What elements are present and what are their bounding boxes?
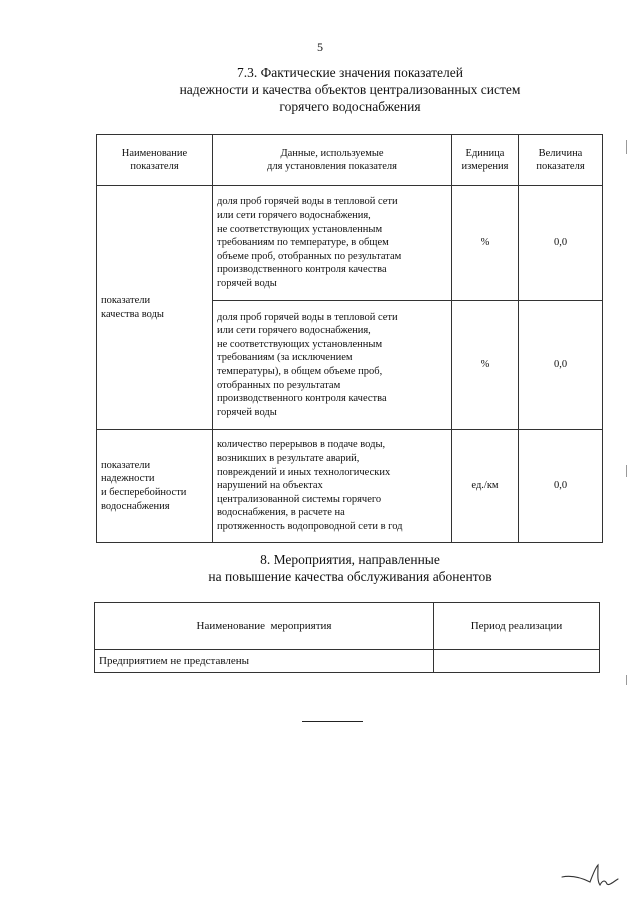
indicator-description [213, 186, 452, 301]
header-line: показателя [536, 161, 585, 172]
category-line: качества воды [101, 308, 164, 320]
category-reliability [97, 430, 213, 543]
description-line: производственного контроля качества [217, 264, 387, 276]
description-line: производственного контроля качества [217, 393, 387, 405]
header-measure-name: Наименование мероприятия [95, 603, 434, 650]
scan-edge-mark [626, 465, 627, 477]
section-8-title [90, 551, 610, 585]
header-indicator-name [97, 135, 213, 186]
measures-table [94, 602, 600, 673]
header-line: Данные, используемые [280, 148, 384, 159]
header-line: измерения [461, 161, 509, 172]
scan-edge-mark [626, 675, 627, 685]
description-line: температуры), в общем объеме проб, [217, 366, 383, 377]
description-line: отобранных по результатам [217, 379, 341, 391]
description-line: возникших в результате аварий, [217, 453, 360, 465]
category-water-quality [97, 186, 213, 430]
category-line: надежности [101, 473, 155, 485]
description-line: повреждений и иных технологических [217, 466, 391, 478]
description-line: доля проб горячей воды в тепловой сети [217, 196, 398, 208]
header-unit [452, 135, 519, 186]
indicator-unit: % [452, 301, 519, 430]
table-row [97, 186, 603, 301]
signature-mark [560, 855, 620, 895]
description-line: централизованной системы горячего [217, 493, 382, 505]
description-line: объеме проб, отобранных по результатам [217, 250, 402, 262]
section-7-3-title-line: 7.3. Фактические значения показателей [236, 65, 463, 80]
header-line: показателя [130, 161, 179, 172]
description-line: требованиям (за исключением [217, 352, 353, 364]
header-line: Наименование [121, 148, 188, 159]
indicator-description [213, 430, 452, 543]
table-row [97, 430, 603, 543]
description-line: или сети горячего водоснабжения, [217, 210, 371, 222]
description-line: не соответствующих установленным [217, 223, 383, 235]
category-line: и бесперебойности [101, 487, 187, 498]
description-line: количество перерывов в подаче воды, [217, 439, 386, 451]
indicator-unit: ед./км [452, 430, 519, 543]
separator-line [302, 721, 363, 722]
header-value [519, 135, 603, 186]
category-line: показатели [101, 459, 151, 471]
measure-period [434, 650, 600, 673]
header-period: Период реализации [434, 603, 600, 650]
description-line: горячей воды [217, 277, 277, 289]
description-line: нарушений на объектах [217, 480, 323, 492]
measures-header-row [95, 603, 600, 650]
indicator-value: 0,0 [519, 186, 603, 301]
description-line: не соответствующих установленным [217, 338, 383, 350]
scan-edge-mark [626, 140, 627, 154]
description-line: водоснабжения, в расчете на [217, 507, 345, 519]
section-7-3-title-line: надежности и качества объектов централизованных систем [179, 82, 521, 97]
section-7-3-title [90, 64, 610, 115]
description-line: протяженность водопроводной сети в год [217, 520, 403, 532]
header-line: Единица [465, 148, 505, 159]
section-8-title-line: на повышение качества обслуживания абонентов [208, 569, 492, 584]
indicator-unit: % [452, 186, 519, 301]
indicators-header-row [97, 135, 603, 186]
indicator-value: 0,0 [519, 430, 603, 543]
description-line: требованиям по температуре, в общем [217, 237, 389, 249]
description-line: или сети горячего водоснабжения, [217, 325, 371, 337]
header-line: для установления показателя [267, 161, 397, 172]
page-number: 5 [317, 40, 323, 54]
description-line: горячей воды [217, 406, 277, 418]
category-line: показатели [101, 294, 151, 306]
header-line: Величина [538, 148, 583, 159]
table-row [95, 650, 600, 673]
header-source-data [213, 135, 452, 186]
category-line: водоснабжения [101, 500, 170, 512]
measure-name: Предприятием не представлены [95, 650, 434, 673]
section-8-title-line: 8. Мероприятия, направленные [260, 552, 440, 567]
section-7-3-title-line: горячего водоснабжения [279, 99, 421, 114]
indicator-value: 0,0 [519, 301, 603, 430]
indicators-table [96, 134, 603, 543]
description-line: доля проб горячей воды в тепловой сети [217, 311, 398, 323]
indicator-description [213, 301, 452, 430]
